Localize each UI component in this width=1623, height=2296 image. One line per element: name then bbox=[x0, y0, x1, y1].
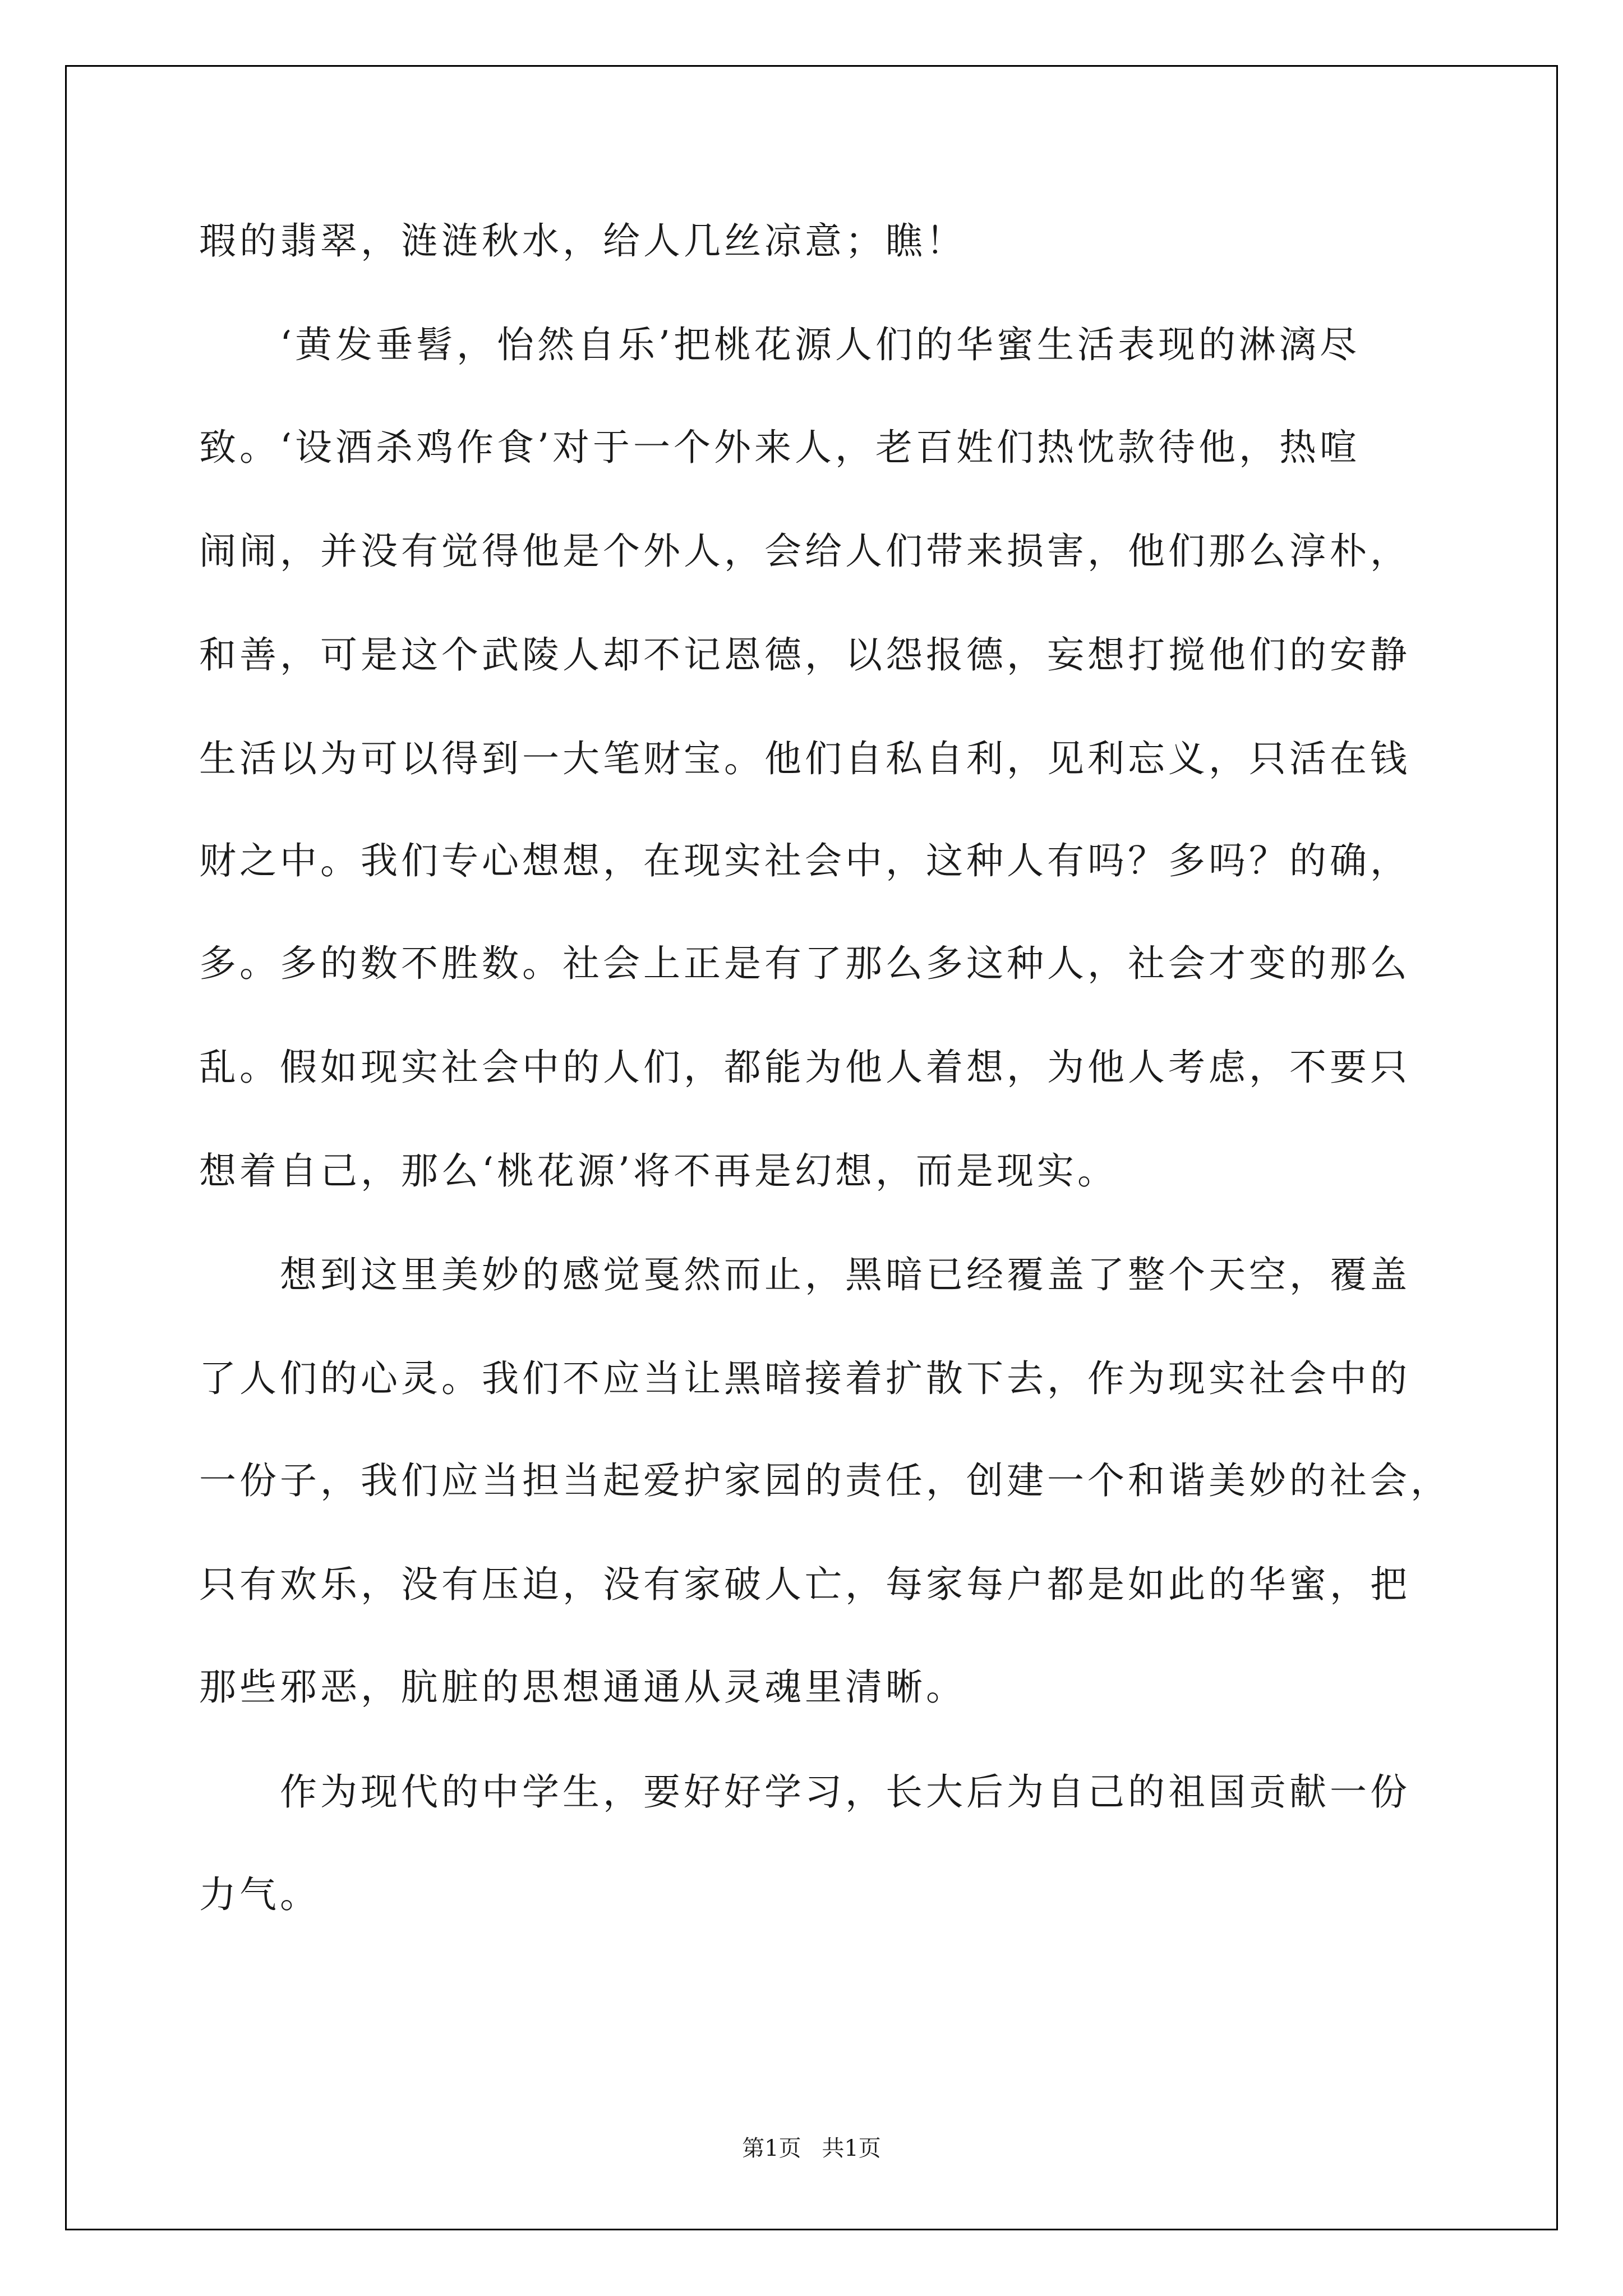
text-line: 致。‘设酒杀鸡作食’对于一个外来人，老百姓们热忱款待他，热喧 bbox=[199, 426, 1360, 469]
text-line: 生活以为可以得到一大笔财宝。他们自私自利，见利忘义，只活在钱 bbox=[199, 737, 1410, 780]
text-line: 一份子，我们应当担当起爱护家园的责任，创建一个和谐美妙的社会， bbox=[199, 1459, 1451, 1502]
text-line: 力气。 bbox=[199, 1873, 320, 1916]
text-line: 瑕的翡翠，涟涟秋水，给人几丝凉意；瞧！ bbox=[199, 219, 966, 263]
page-footer bbox=[0, 2132, 1623, 2165]
text-line: 多。多的数不胜数。社会上正是有了那么多这种人，社会才变的那么 bbox=[199, 942, 1410, 985]
text-line: 财之中。我们专心想想，在现实社会中，这种人有吗？多吗？的确， bbox=[199, 839, 1410, 882]
text-line: 作为现代的中学生，要好好学习，长大后为自己的祖国贡献一份 bbox=[199, 1770, 1410, 1814]
text-line: 只有欢乐，没有压迫，没有家破人亡，每家每户都是如此的华蜜，把 bbox=[199, 1563, 1410, 1606]
text-line: ‘黄发垂髫，怡然自乐’把桃花源人们的华蜜生活表现的淋漓尽 bbox=[199, 323, 1360, 366]
page-total: 共1页 bbox=[822, 2136, 881, 2161]
text-line: 乱。假如现实社会中的人们，都能为他人着想，为他人考虑，不要只 bbox=[199, 1046, 1410, 1089]
text-line: 想到这里美妙的感觉戛然而止，黑暗已经覆盖了整个天空，覆盖 bbox=[199, 1253, 1410, 1296]
page-number: 第1页 bbox=[742, 2136, 801, 2161]
text-line: 了人们的心灵。我们不应当让黑暗接着扩散下去，作为现实社会中的 bbox=[199, 1357, 1410, 1400]
text-line: 那些邪恶，肮脏的思想通通从灵魂里清晰。 bbox=[199, 1665, 966, 1709]
text-line: 想着自己，那么‘桃花源’将不再是幻想，而是现实。 bbox=[199, 1149, 1118, 1193]
text-line: 闹闹，并没有觉得他是个外人，会给人们带来损害，他们那么淳朴， bbox=[199, 530, 1410, 573]
text-line: 和善，可是这个武陵人却不记恩德，以怨报德，妄想打搅他们的安静 bbox=[199, 633, 1410, 677]
